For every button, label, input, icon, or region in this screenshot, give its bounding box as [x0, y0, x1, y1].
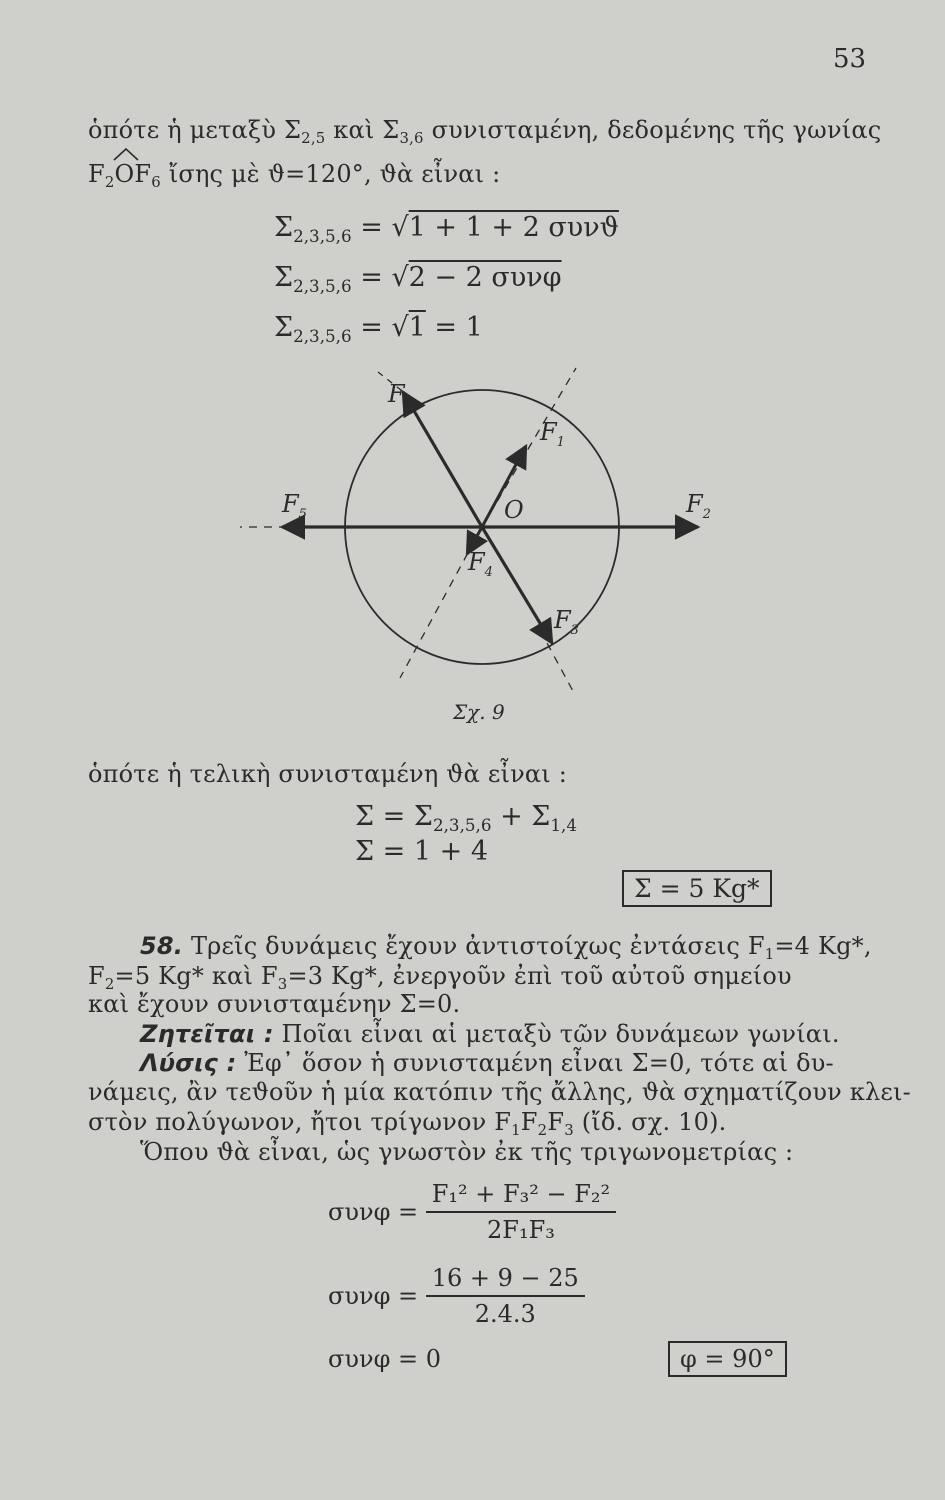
final-equation-2: Σ = 1 + 4 — [355, 836, 489, 867]
problem-line — [140, 1020, 840, 1048]
section-label: Λύσις : — [140, 1049, 237, 1077]
force-label: $F_4$ — [468, 548, 493, 580]
problem-line — [140, 932, 872, 964]
text-span: Σ = Σ — [355, 801, 433, 832]
text-span: συνισταμένη, δεδομένης τῆς γωνίας — [423, 116, 882, 144]
root-sign: √ — [391, 262, 409, 293]
text-span: F — [547, 1108, 565, 1136]
problem-line: Ὅπου ϑὰ εἶναι, ὡς γνωστὸν ἐκ τῆς τριγωνομετρίας : — [140, 1138, 794, 1166]
subscript: 2,3,5,6 — [293, 275, 352, 296]
cos-equation-3: συνφ = 0 — [328, 1345, 442, 1373]
problem-line: καὶ ἔχουν συνισταμένην Σ=0. — [88, 990, 461, 1018]
cos-equation-1 — [328, 1180, 616, 1244]
text-span: =3 Kg*, ἐνεργοῦν ἐπὶ τοῦ αὐτοῦ σημείου — [287, 962, 792, 990]
subscript: 2,3,5,6 — [293, 225, 352, 246]
force-diagram — [240, 360, 720, 710]
force-label: $F_2$ — [686, 490, 711, 522]
text-span: =5 Kg* καὶ F — [114, 962, 278, 990]
subscript: 2,3,5,6 — [432, 814, 492, 835]
subscript: 3,6 — [399, 129, 424, 148]
denominator: 2.4.3 — [474, 1300, 536, 1328]
text-span: + Σ — [491, 801, 551, 832]
text-span: ὁπότε ἡ μεταξὺ Σ — [88, 116, 302, 144]
force-label: $F_1$ — [540, 418, 565, 450]
problem-line — [88, 962, 792, 994]
fraction — [426, 1264, 585, 1328]
subscript: 2 — [104, 975, 115, 994]
equals: = — [351, 262, 392, 293]
text-span: Ποῖαι εἶναι αἱ μεταξὺ τῶν δυνάμεων γωνίαι. — [273, 1020, 840, 1048]
radicand: 1 — [408, 312, 426, 343]
subscript: 2 — [104, 173, 115, 192]
subscript: 3 — [564, 1121, 574, 1140]
fraction — [426, 1180, 616, 1244]
text-span: καὶ Σ — [325, 116, 400, 144]
lhs: συνφ = — [328, 1282, 426, 1310]
force-arrow-f6 — [403, 392, 482, 527]
equals: = — [351, 212, 392, 243]
boxed-result: Σ = 5 Kg* — [622, 870, 772, 907]
paragraph-line: ὁπότε ἡ τελικὴ συνισταμένη ϑὰ εἶναι : — [88, 760, 567, 788]
sigma: Σ — [274, 312, 294, 343]
subscript: 2 — [537, 1121, 548, 1140]
problem-number: 58. — [140, 932, 184, 960]
cos-equation-2 — [328, 1264, 585, 1328]
text-span: (ἴδ. σχ. 10). — [573, 1108, 727, 1136]
denominator: 2F₁F₃ — [487, 1216, 555, 1244]
sigma: Σ — [274, 212, 294, 243]
numerator: F₁² + F₃² − F₂² — [426, 1180, 616, 1213]
page-number: 53 — [833, 44, 867, 74]
paragraph-line — [88, 116, 882, 148]
sigma-equation-2 — [274, 262, 562, 296]
result: = 1 — [425, 312, 483, 343]
text-span: F — [88, 160, 105, 188]
force-label: $F_6$ — [388, 380, 413, 412]
paragraph-line — [88, 160, 501, 192]
lhs: συνφ = — [328, 1198, 426, 1226]
problem-line — [140, 1049, 834, 1077]
figure-caption: Σχ. 9 — [453, 700, 505, 724]
text-span: =4 Kg*, — [774, 932, 872, 960]
section-label: Ζητεῖται : — [140, 1020, 274, 1048]
subscript: 3 — [277, 975, 288, 994]
text-span: στὸν πολύγωνον, ἤτοι τρίγωνον F — [88, 1108, 512, 1136]
force-label: $F_3$ — [554, 606, 579, 638]
numerator: 16 + 9 − 25 — [426, 1264, 585, 1297]
subscript: 1,4 — [550, 814, 578, 835]
root-sign: √ — [391, 312, 409, 343]
equals: = — [351, 312, 392, 343]
text-span: F — [520, 1108, 538, 1136]
problem-line: νάμεις, ἂν τεϑοῦν ἡ μία κατόπιν τῆς ἄλλης, ϑὰ σχηματίζουν κλει- — [88, 1078, 911, 1106]
subscript: 2,5 — [301, 129, 326, 148]
final-equation-1 — [355, 801, 578, 835]
subscript: 1 — [764, 945, 775, 964]
boxed-result: φ = 90° — [668, 1341, 787, 1377]
text-span: Ἐφ᾽ ὅσον ἡ συνισταμένη εἶναι Σ=0, τότε αἱ δυ- — [236, 1049, 834, 1077]
text-span: F — [88, 962, 105, 990]
dashed-line — [540, 630, 574, 693]
text-span: OF — [114, 160, 152, 188]
force-label: $F_5$ — [282, 490, 307, 522]
center-label: O — [504, 496, 524, 524]
problem-line — [88, 1108, 727, 1140]
radicand: 1 + 1 + 2 συνϑ — [408, 212, 619, 243]
sigma-equation-1 — [274, 212, 619, 246]
subscript: 2,3,5,6 — [293, 325, 352, 346]
force-arrow-f3 — [482, 527, 552, 643]
text-span: ἴσης μὲ ϑ=120°, ϑὰ εἶναι : — [160, 160, 501, 188]
radicand: 2 − 2 συνφ — [408, 262, 562, 293]
sigma: Σ — [274, 262, 294, 293]
sigma-equation-3 — [274, 312, 483, 346]
subscript: 6 — [151, 173, 161, 192]
angle-mark — [112, 146, 142, 162]
text-span: Τρεῖς δυνάμεις ἔχουν ἀντιστοίχως ἐντάσεις F — [183, 932, 765, 960]
root-sign: √ — [391, 212, 409, 243]
subscript: 1 — [511, 1121, 521, 1140]
